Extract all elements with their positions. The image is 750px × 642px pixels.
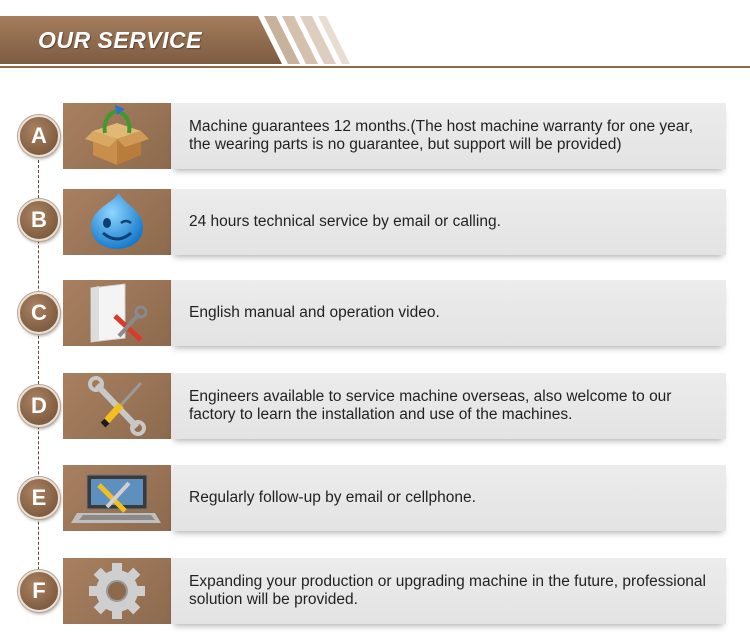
service-description-c: English manual and operation video. <box>189 304 440 321</box>
smiley-drop-icon <box>63 189 171 255</box>
service-text-d <box>171 373 726 439</box>
icon-tile-a <box>63 103 171 169</box>
service-description-a: Machine guarantees 12 months.(The host machine warranty for one year, the wearing parts is no guarantee, but support will be provided) <box>189 118 694 153</box>
service-description-b: 24 hours technical service by email or calling. <box>189 213 501 230</box>
badge-f: F <box>18 570 60 612</box>
badge-d: D <box>18 385 60 427</box>
header-banner <box>0 16 350 64</box>
icon-tile-f <box>63 558 171 624</box>
service-text-e <box>171 465 726 531</box>
badge-b: B <box>18 199 60 241</box>
service-row-a <box>0 103 750 183</box>
service-description-e: Regularly follow-up by email or cellphone. <box>189 489 476 506</box>
service-text-b <box>171 189 726 255</box>
icon-tile-e <box>63 465 171 531</box>
badge-a: A <box>18 115 60 157</box>
icon-tile-b <box>63 189 171 255</box>
manual-tools-icon <box>63 280 171 346</box>
service-text-a <box>171 103 726 169</box>
badge-c: C <box>18 292 60 334</box>
wrench-screwdriver-icon <box>63 373 171 439</box>
service-row-f <box>0 558 750 638</box>
badge-e: E <box>18 477 60 519</box>
service-text-c <box>171 280 726 346</box>
service-text-f <box>171 558 726 624</box>
icon-tile-c <box>63 280 171 346</box>
service-description-f: Expanding your production or upgrading machine in the future, professional solution will be provided. <box>189 573 706 608</box>
service-row-e <box>0 465 750 545</box>
laptop-tools-icon <box>63 465 171 531</box>
box-with-arrows-icon <box>63 103 171 169</box>
page-title: OUR SERVICE <box>38 27 202 53</box>
service-description-d: Engineers available to service machine overseas, also welcome to our factory to learn the installation and use of the machines. <box>189 388 672 423</box>
service-row-b <box>0 189 750 269</box>
header-divider <box>0 66 750 68</box>
service-row-d <box>0 373 750 453</box>
gear-icon <box>63 558 171 624</box>
icon-tile-d <box>63 373 171 439</box>
service-row-c <box>0 280 750 360</box>
